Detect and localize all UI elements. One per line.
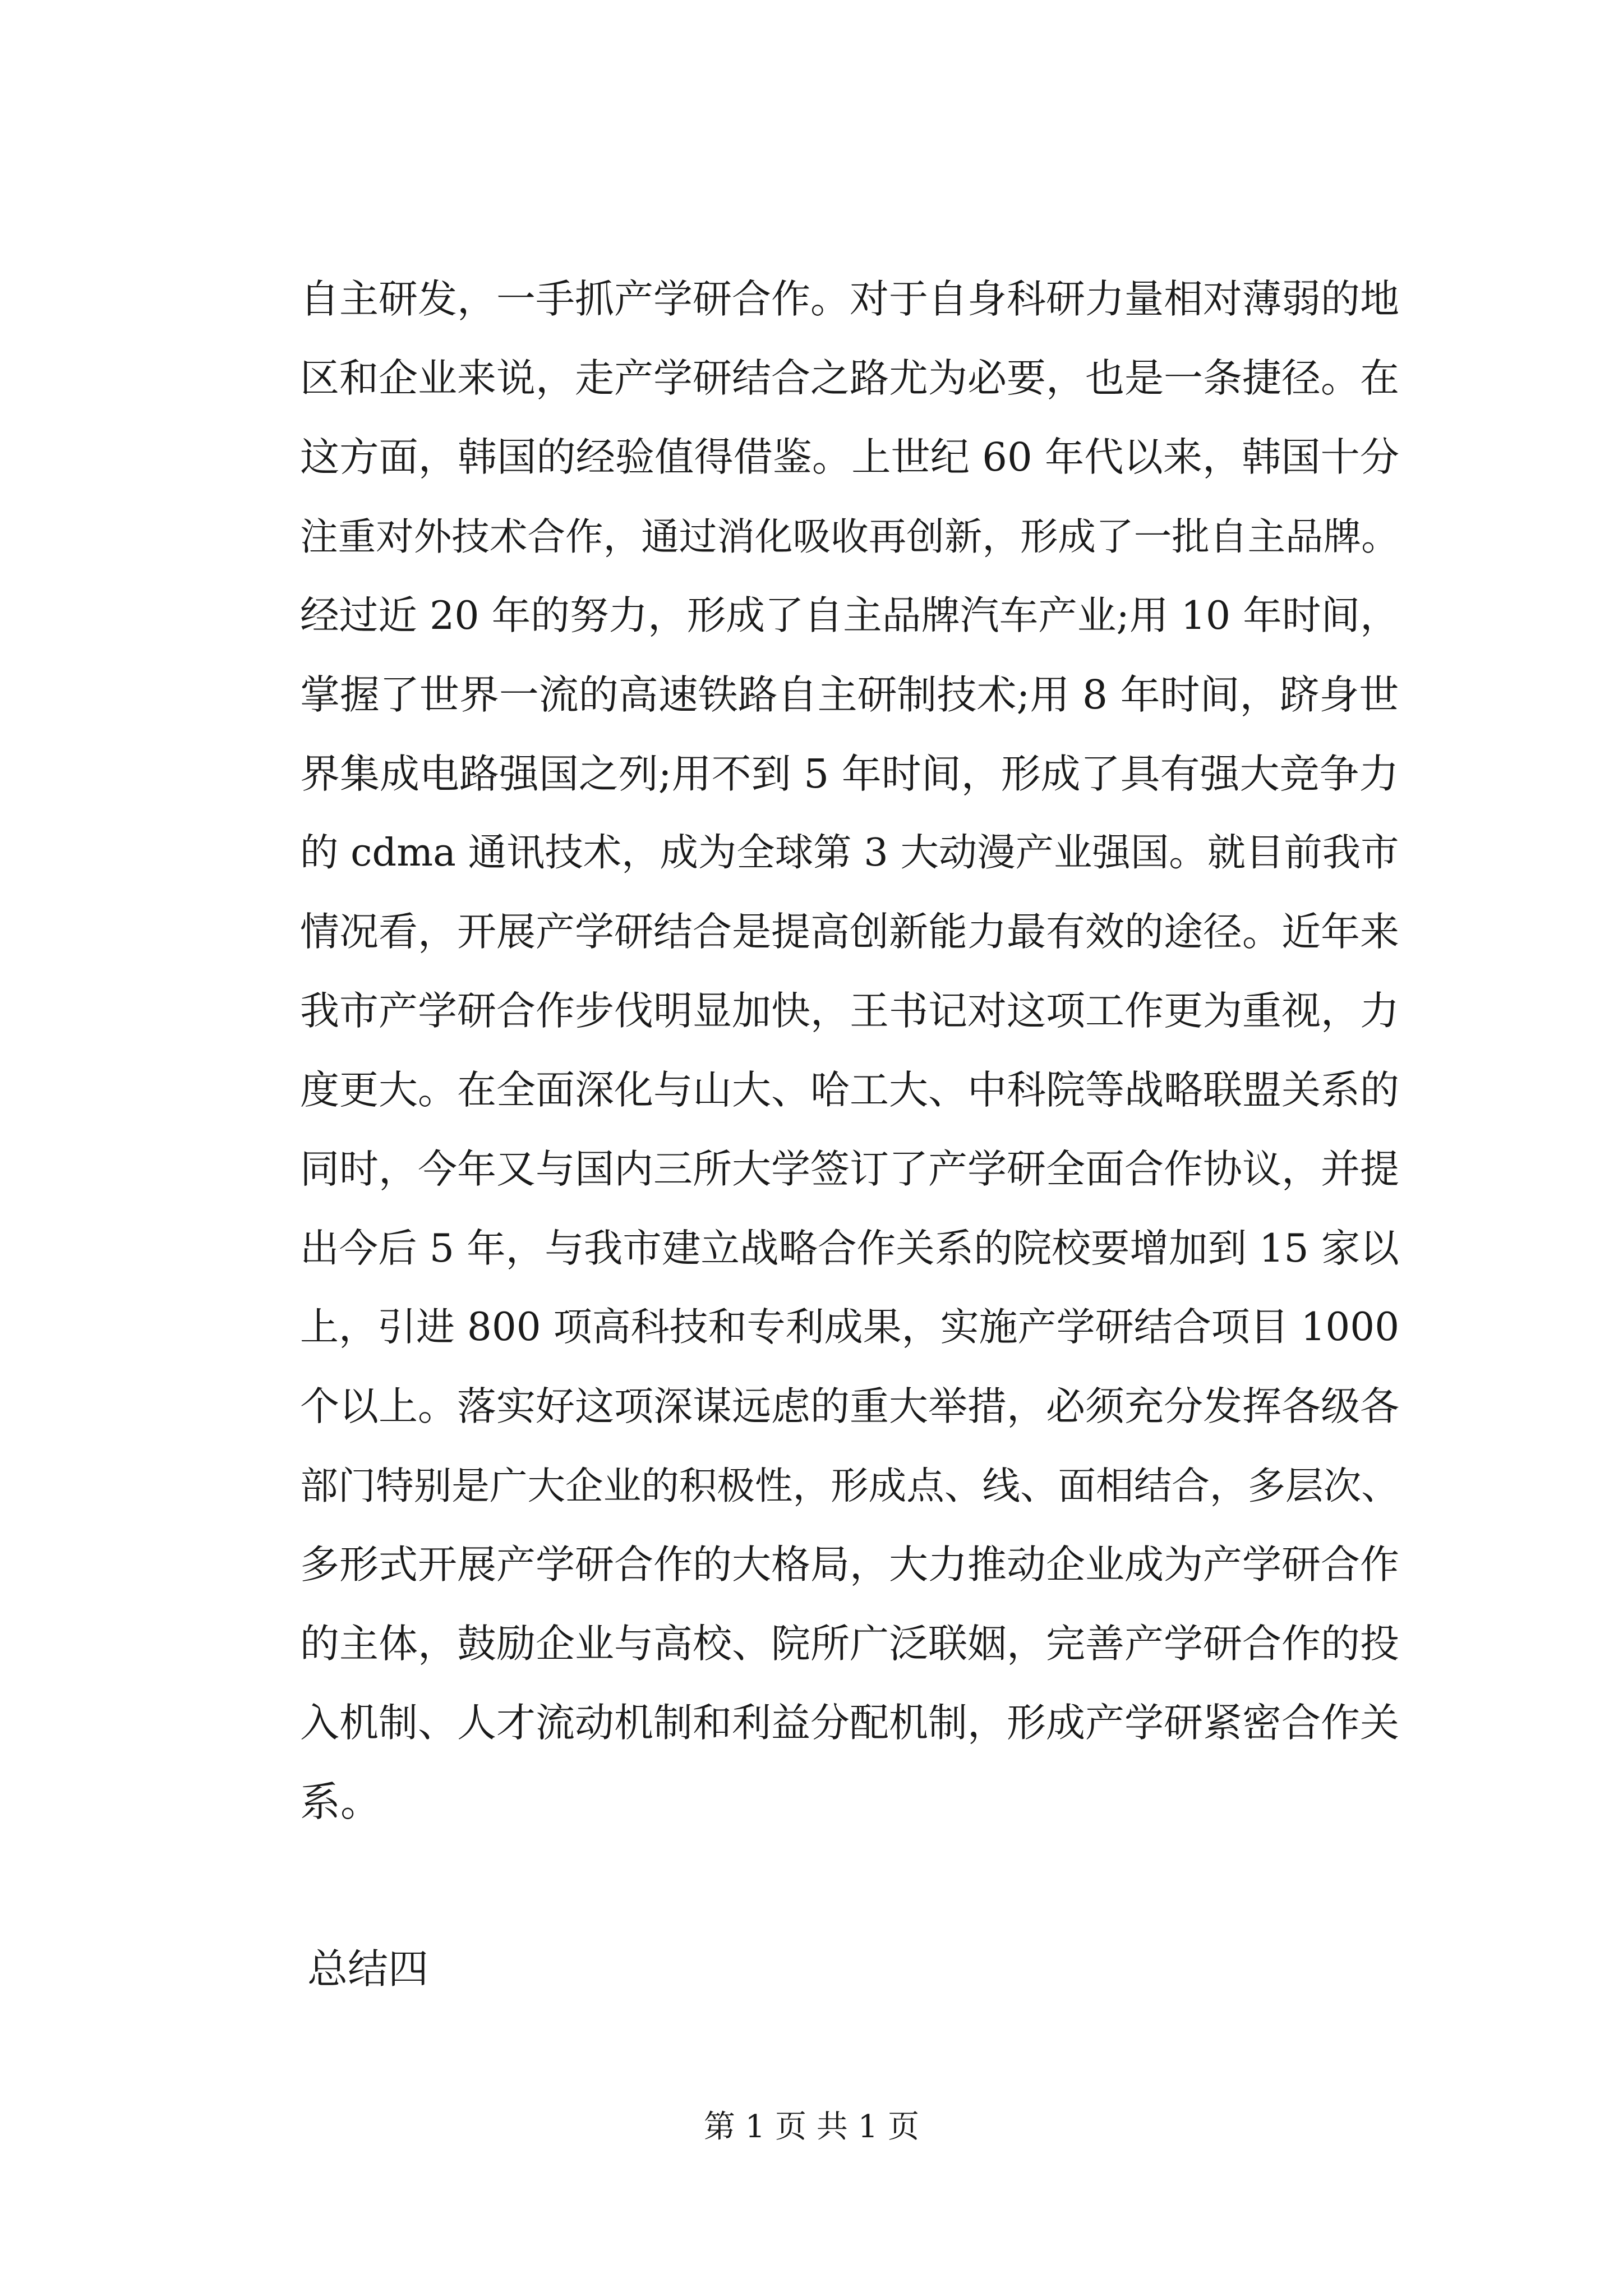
- body-paragraph: [300, 260, 1399, 1842]
- paragraph-line: 部门特别是广大企业的积极性，形成点、线、面相结合，多层次、: [300, 1464, 1399, 1508]
- paragraph-line: 同时，今年又与国内三所大学签订了产学研全面合作协议，并提: [300, 1146, 1399, 1192]
- paragraph-line: 的主体，鼓励企业与高校、院所广泛联姻，完善产学研合作的投: [300, 1621, 1399, 1667]
- paragraph-line: 出今后 5 年，与我市建立战略合作关系的院校要增加到 15 家以: [300, 1226, 1399, 1271]
- paragraph-line: 入机制、人才流动机制和利益分配机制，形成产学研紧密合作关: [300, 1700, 1399, 1746]
- paragraph-line: 这方面，韩国的经验值得借鉴。上世纪 60 年代以来，韩国十分: [300, 434, 1400, 480]
- paragraph-line: 掌握了世界一流的高速铁路自主研制技术;用 8 年时间，跻身世: [300, 671, 1399, 718]
- paragraph-line: 个以上。落实好这项深谋远虑的重大举措，必须充分发挥各级各: [300, 1383, 1399, 1429]
- paragraph-line: 的 cdma 通讯技术，成为全球第 3 大动漫产业强国。就目前我市: [300, 831, 1399, 875]
- paragraph-line: 区和企业来说，走产学研结合之路尤为必要，也是一条捷径。在: [300, 355, 1399, 401]
- section-heading: 总结四: [307, 1945, 429, 1993]
- page-footer: 第 1 页 共 1 页: [703, 2109, 920, 2145]
- paragraph-line: 多形式开展产学研合作的大格局，大力推动企业成为产学研合作: [300, 1542, 1399, 1588]
- paragraph-line: 上，引进 800 项高科技和专利成果，实施产学研结合项目 1000: [300, 1305, 1400, 1350]
- paragraph-line: 系。: [300, 1778, 381, 1825]
- paragraph-line: 界集成电路强国之列;用不到 5 年时间，形成了具有强大竞争力: [300, 751, 1399, 797]
- paragraph-line: 情况看，开展产学研结合是提高创新能力最有效的途径。近年来: [300, 909, 1399, 955]
- paragraph-line: 度更大。在全面深化与山大、哈工大、中科院等战略联盟关系的: [300, 1067, 1399, 1113]
- paragraph-line: 自主研发，一手抓产学研合作。对于自身科研力量相对薄弱的地: [300, 276, 1399, 322]
- paragraph-line: 经过近 20 年的努力，形成了自主品牌汽车产业;用 10 年时间，: [300, 593, 1399, 638]
- paragraph-line: 我市产学研合作步伐明显加快，王书记对这项工作更为重视，力: [300, 988, 1399, 1034]
- paragraph-line: 注重对外技术合作，通过消化吸收再创新，形成了一批自主品牌。: [300, 514, 1399, 559]
